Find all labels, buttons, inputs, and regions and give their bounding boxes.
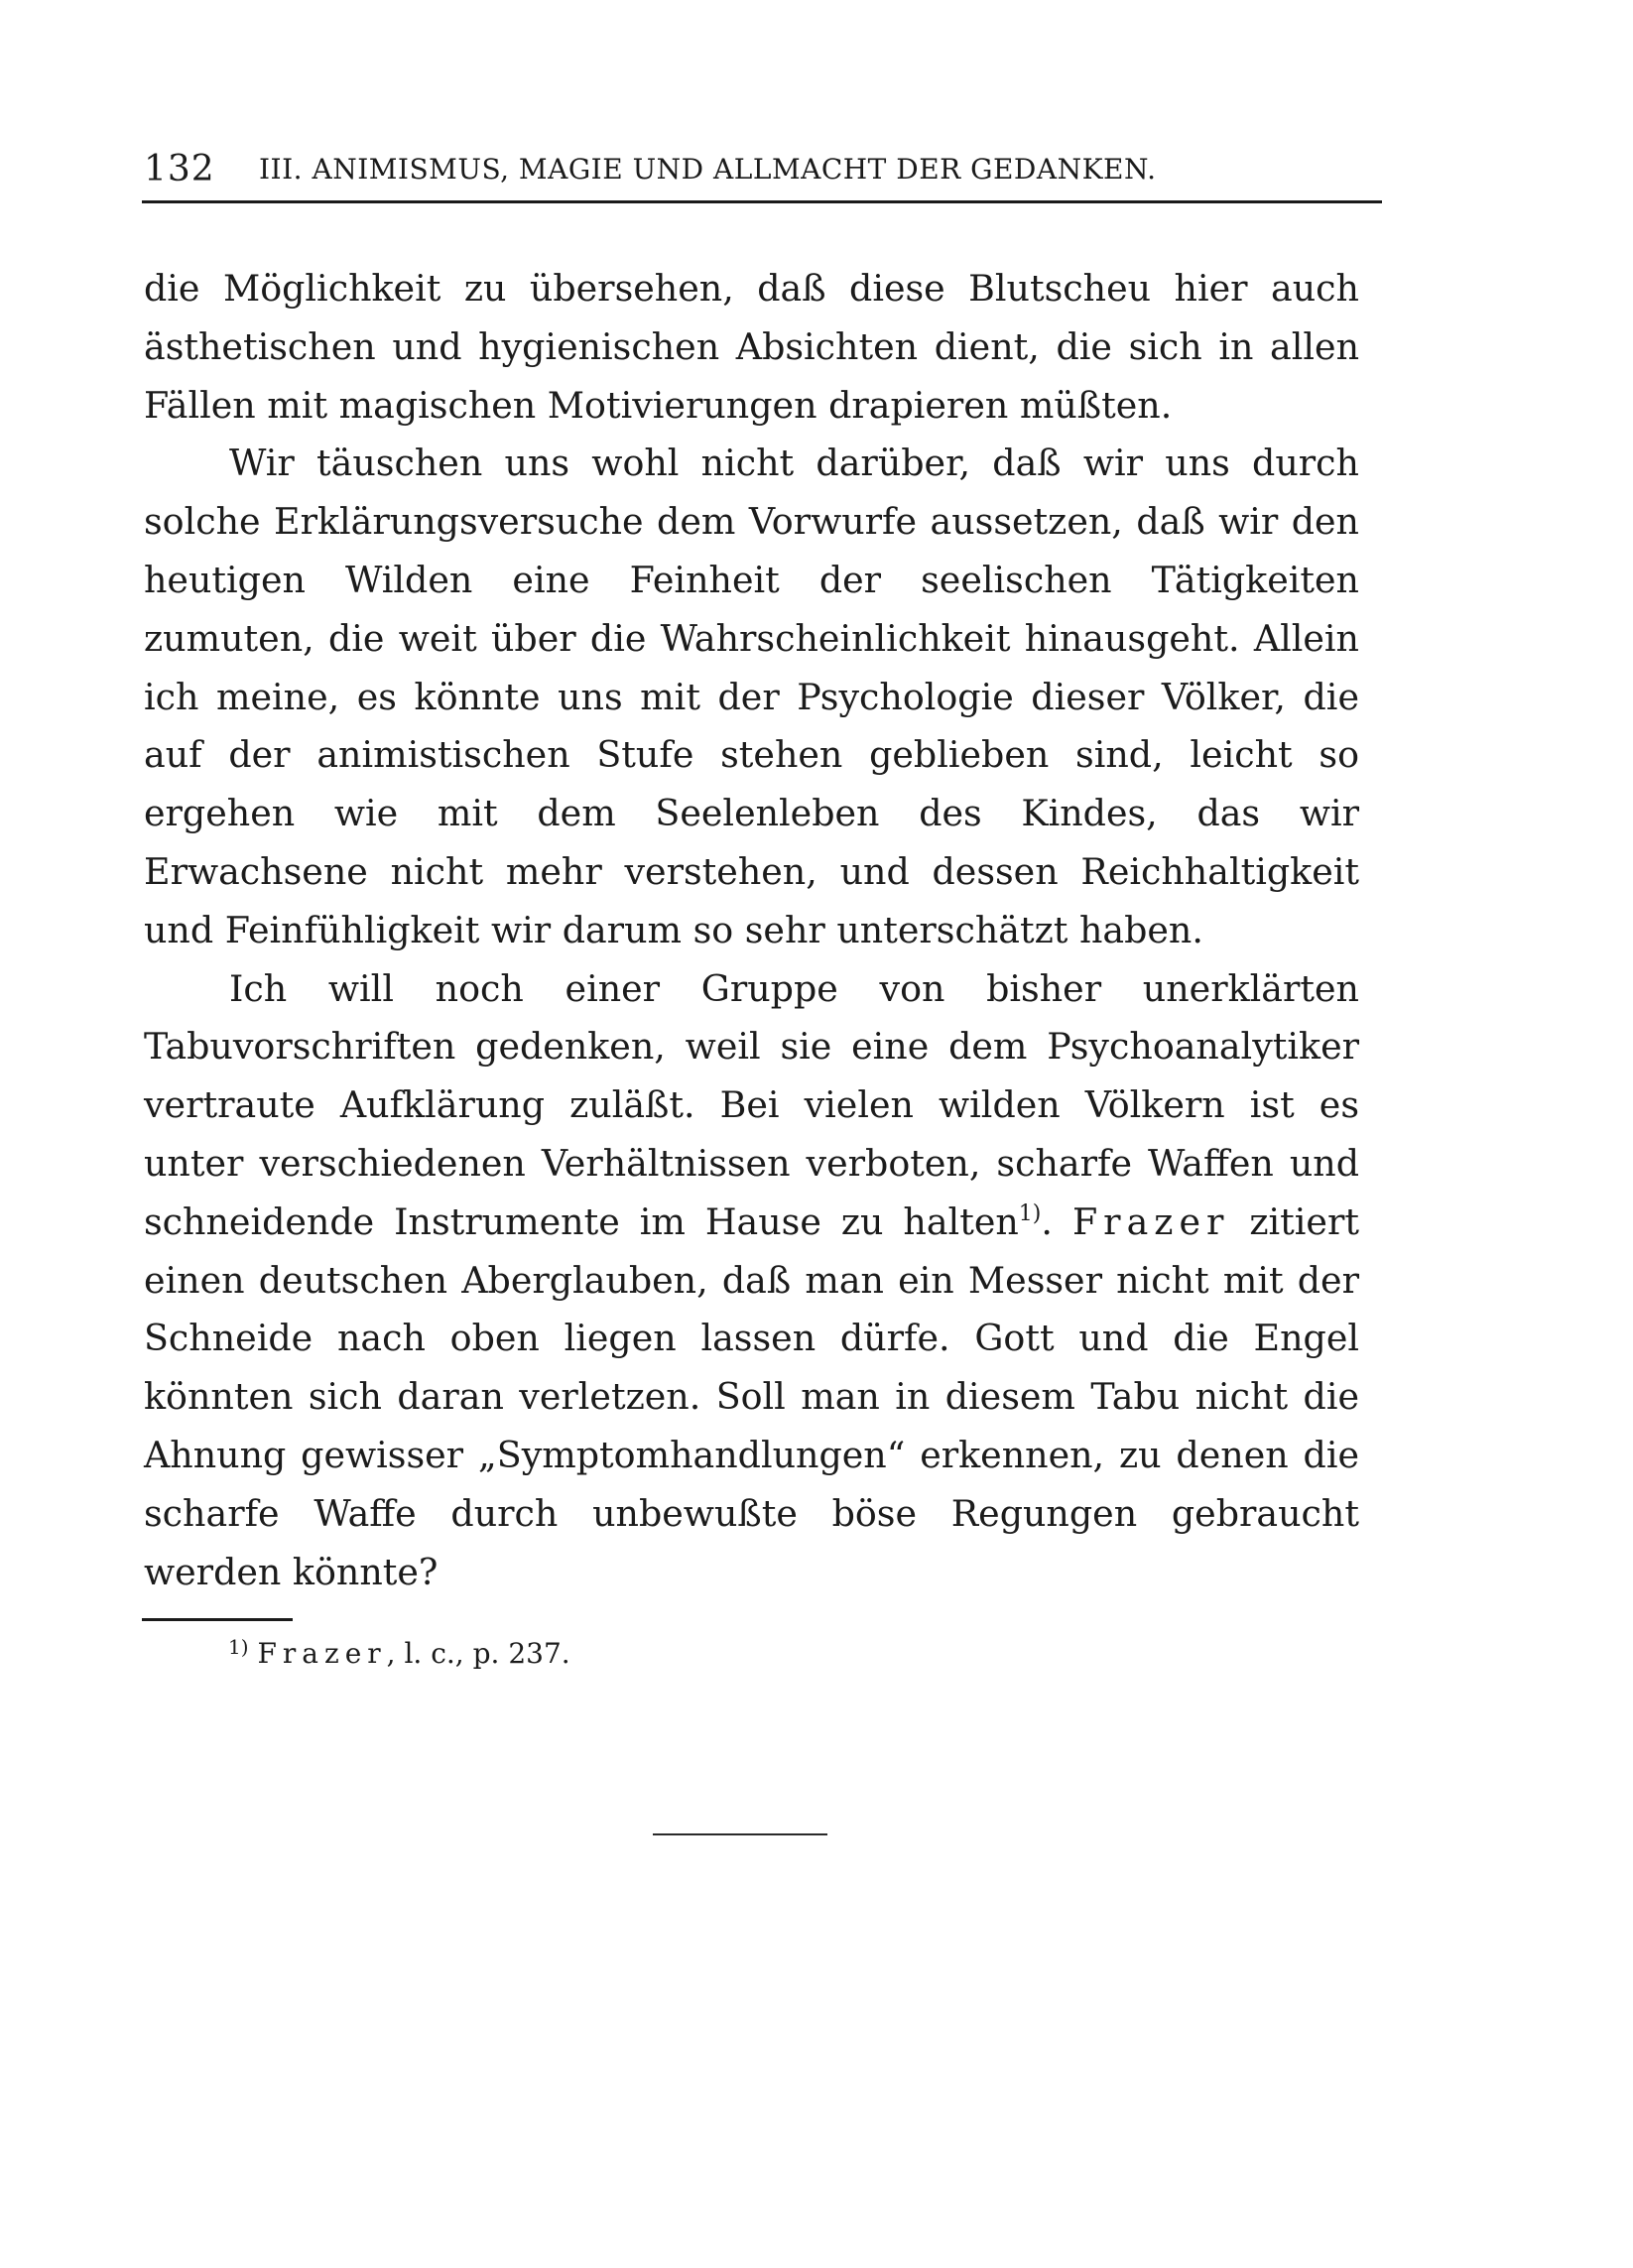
page-number: 132 (144, 149, 215, 189)
paragraph-3-part-1: Ich will noch einer Gruppe von bisher unerklärten Tabuvorschriften gedenken, weil sie eine dem Psychoanalytiker vertraute Aufklärung zuläßt. Bei vielen wilden Völkern ist es unter verschiedenen Verhältnissen verboten, scharfe Waffen und schneidende Instrumente im Hause zu halten (144, 966, 1359, 1243)
footnote (228, 1634, 570, 1674)
footnote-marker: 1) (228, 1635, 249, 1659)
end-rule (653, 1833, 827, 1835)
author-name: Frazer (1071, 1199, 1230, 1243)
paragraph-2: Wir täuschen uns wohl nicht darüber, daß wir uns durch solche Erklärungsversuche dem Vorwurfe aussetzen, daß wir den heutigen Wilden eine Feinheit der seelischen Tätigkeiten zumuten, die weit über die Wahrscheinlichkeit hinausgeht. Allein ich meine, es könnte uns mit der Psychologie dieser Völker, die auf der animistischen Stufe stehen geblieben sind, leicht so ergehen wie mit dem Seelenleben des Kindes, das wir Erwachsene nicht mehr verstehen, und dessen Reichhaltigkeit und Feinfühligkeit wir darum so sehr unterschätzt haben. (144, 441, 1359, 951)
running-title: III. ANIMISMUS, MAGIE UND ALLMACHT DER GEDANKEN. (259, 153, 1157, 186)
main-text (144, 260, 1359, 1601)
header-rule (142, 200, 1382, 203)
footnote-author: Frazer (257, 1637, 387, 1670)
page-header (144, 145, 1379, 194)
paragraph-3-part-2: zitiert einen deutschen Aberglauben, daß man ein Messer nicht mit der Schneide nach oben liegen lassen dürfe. Gott und die Engel könnten sich daran verletzen. Soll man in diesem Tabu nicht die Ahnung gewisser „Symptomhandlungen“ erkennen, zu denen die scharfe Waffe durch unbewußte böse Regungen gebraucht werden könnte? (144, 1199, 1359, 1593)
paragraph-3 (144, 960, 1359, 1602)
footnote-reference-text: , l. c., p. 237. (386, 1637, 570, 1670)
sentence-end: . (1041, 1199, 1053, 1243)
paragraph-1: die Möglichkeit zu übersehen, daß diese Blutscheu hier auch ästhetischen und hygienischen Absichten dient, die sich in allen Fällen mit magischen Motivierungen drapieren müßten. (144, 267, 1359, 427)
footnote-reference[interactable]: 1) (1018, 1200, 1042, 1226)
footnote-rule (142, 1618, 293, 1621)
